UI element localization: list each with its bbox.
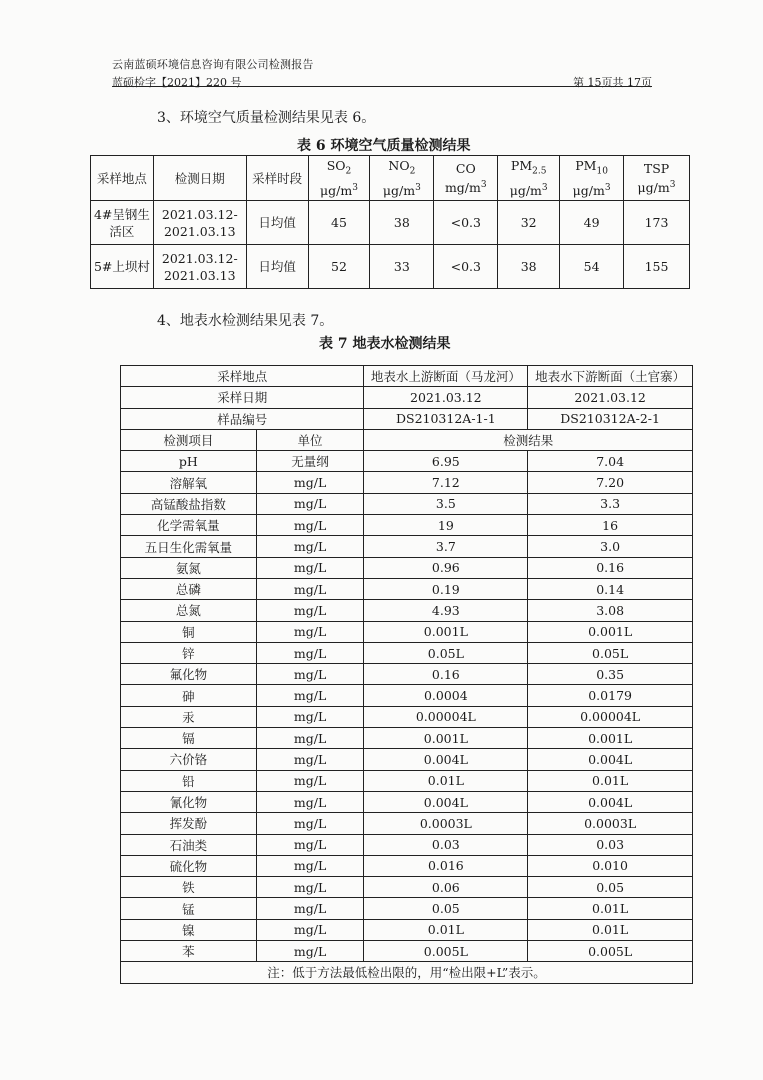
- cell-item: 化学需氧量: [121, 515, 257, 536]
- cell-downstream-value: 0.16: [528, 557, 693, 578]
- table-row: [121, 728, 693, 749]
- cell-unit: mg/L: [256, 770, 364, 791]
- table-row: [121, 621, 693, 642]
- table7-header-row: [121, 429, 693, 450]
- cell-upstream-value: 7.12: [364, 472, 528, 493]
- cell-upstream-value: 0.00004L: [364, 706, 528, 727]
- table-note: 注：低于方法最低检出限的，用“检出限+L”表示。: [121, 962, 693, 983]
- header-co: CO $mg/m^3$: [434, 156, 498, 201]
- cell-upstream-value: 0.16: [364, 664, 528, 685]
- site-downstream: 地表水下游断面（土官寨）: [528, 366, 693, 387]
- cell-upstream-value: 0.004L: [364, 749, 528, 770]
- date-label: 采样日期: [121, 387, 364, 408]
- cell-unit: mg/L: [256, 919, 364, 940]
- table-row: [121, 515, 693, 536]
- cell-date: 2021.03.12-2021.03.13: [153, 245, 246, 289]
- page-header: [112, 56, 652, 90]
- table7-site-row: [121, 366, 693, 387]
- cell-period: 日均值: [246, 201, 308, 245]
- cell-unit: mg/L: [256, 728, 364, 749]
- cell-downstream-value: 0.0003L: [528, 813, 693, 834]
- cell-site: 4#呈钢生活区: [91, 201, 154, 245]
- table-row: [121, 855, 693, 876]
- cell-item: 总磷: [121, 578, 257, 599]
- cell-unit: mg/L: [256, 578, 364, 599]
- cell-upstream-value: 0.03: [364, 834, 528, 855]
- cell-item: 高锰酸盐指数: [121, 493, 257, 514]
- cell-downstream-value: 0.001L: [528, 621, 693, 642]
- cell-downstream-value: 7.20: [528, 472, 693, 493]
- cell-pm25: 38: [498, 245, 560, 289]
- cell-downstream-value: 0.35: [528, 664, 693, 685]
- cell-unit: mg/L: [256, 493, 364, 514]
- cell-upstream-value: 0.05: [364, 898, 528, 919]
- header-tsp: TSP $\mu g/m^3$: [624, 156, 690, 201]
- cell-item: 砷: [121, 685, 257, 706]
- page-number: 第 15页共 17页: [573, 76, 652, 89]
- paragraph-air: 3、环境空气质量检测结果见表 6。: [157, 110, 376, 126]
- sample-upstream: DS210312A-1-1: [364, 408, 528, 429]
- cell-downstream-value: 0.001L: [528, 728, 693, 749]
- table7-caption: 表 7 地表水检测结果: [319, 336, 451, 352]
- cell-item: 铜: [121, 621, 257, 642]
- cell-period: 日均值: [246, 245, 308, 289]
- cell-upstream-value: 0.005L: [364, 941, 528, 962]
- cell-upstream-value: 0.001L: [364, 728, 528, 749]
- surface-water-table: [120, 365, 693, 984]
- cell-downstream-value: 0.01L: [528, 770, 693, 791]
- document-number: 蓝硕检字【2021】220 号: [112, 76, 242, 89]
- cell-upstream-value: 0.004L: [364, 791, 528, 812]
- table-row: [91, 245, 690, 289]
- table6-header-row: [91, 156, 690, 201]
- cell-upstream-value: 19: [364, 515, 528, 536]
- cell-unit: mg/L: [256, 472, 364, 493]
- cell-item: 六价铬: [121, 749, 257, 770]
- cell-downstream-value: 3.0: [528, 536, 693, 557]
- table-row: [121, 813, 693, 834]
- cell-unit: 无量纲: [256, 451, 364, 472]
- cell-item: 氨氮: [121, 557, 257, 578]
- cell-site: 5#上坝村: [91, 245, 154, 289]
- cell-item: 总氮: [121, 600, 257, 621]
- cell-item: 溶解氧: [121, 472, 257, 493]
- header-pm10: $PM_{10}$ $\mu g/m^3$: [560, 156, 624, 201]
- header-date: 检测日期: [153, 156, 246, 201]
- cell-downstream-value: 0.05L: [528, 642, 693, 663]
- date-upstream: 2021.03.12: [364, 387, 528, 408]
- table-row: [121, 770, 693, 791]
- item-label: 检测项目: [121, 429, 257, 450]
- cell-item: 锌: [121, 642, 257, 663]
- cell-co: <0.3: [434, 201, 498, 245]
- cell-unit: mg/L: [256, 706, 364, 727]
- cell-upstream-value: 0.05L: [364, 642, 528, 663]
- cell-upstream-value: 0.96: [364, 557, 528, 578]
- table-row: [121, 941, 693, 962]
- cell-downstream-value: 0.004L: [528, 791, 693, 812]
- site-label: 采样地点: [121, 366, 364, 387]
- table-row: [121, 685, 693, 706]
- table-row: [91, 201, 690, 245]
- cell-upstream-value: 0.01L: [364, 919, 528, 940]
- table-row: [121, 706, 693, 727]
- cell-unit: mg/L: [256, 898, 364, 919]
- cell-upstream-value: 0.19: [364, 578, 528, 599]
- table-row: [121, 472, 693, 493]
- cell-item: 铅: [121, 770, 257, 791]
- table-row: [121, 642, 693, 663]
- table-row: [121, 791, 693, 812]
- header-so2: $SO_2$ $\mu g/m^3$: [308, 156, 370, 201]
- cell-unit: mg/L: [256, 515, 364, 536]
- cell-upstream-value: 0.01L: [364, 770, 528, 791]
- cell-downstream-value: 0.03: [528, 834, 693, 855]
- site-upstream: 地表水上游断面（马龙河）: [364, 366, 528, 387]
- cell-downstream-value: 0.005L: [528, 941, 693, 962]
- cell-pm10: 54: [560, 245, 624, 289]
- cell-item: 石油类: [121, 834, 257, 855]
- cell-unit: mg/L: [256, 621, 364, 642]
- table6-caption: 表 6 环境空气质量检测结果: [297, 138, 471, 154]
- table-row: [121, 557, 693, 578]
- cell-item: 氟化物: [121, 664, 257, 685]
- table7-date-row: [121, 387, 693, 408]
- table-row: [121, 749, 693, 770]
- sample-downstream: DS210312A-2-1: [528, 408, 693, 429]
- cell-co: <0.3: [434, 245, 498, 289]
- cell-upstream-value: 0.001L: [364, 621, 528, 642]
- cell-upstream-value: 3.7: [364, 536, 528, 557]
- cell-downstream-value: 7.04: [528, 451, 693, 472]
- cell-unit: mg/L: [256, 749, 364, 770]
- company-name: 云南蓝硕环境信息咨询有限公司检测报告: [112, 58, 314, 71]
- table-row: [121, 834, 693, 855]
- header-pm25: $PM_{2.5}$ $\mu g/m^3$: [498, 156, 560, 201]
- cell-unit: mg/L: [256, 600, 364, 621]
- result-label: 检测结果: [364, 429, 693, 450]
- cell-downstream-value: 0.010: [528, 855, 693, 876]
- cell-unit: mg/L: [256, 685, 364, 706]
- cell-upstream-value: 3.5: [364, 493, 528, 514]
- cell-unit: mg/L: [256, 664, 364, 685]
- cell-downstream-value: 0.14: [528, 578, 693, 599]
- table-row: [121, 898, 693, 919]
- cell-tsp: 173: [624, 201, 690, 245]
- header-rule: [112, 86, 652, 87]
- table-row: [121, 919, 693, 940]
- paragraph-water: 4、地表水检测结果见表 7。: [157, 313, 334, 329]
- cell-pm25: 32: [498, 201, 560, 245]
- sample-label: 样品编号: [121, 408, 364, 429]
- cell-unit: mg/L: [256, 877, 364, 898]
- cell-downstream-value: 0.05: [528, 877, 693, 898]
- table-row: [121, 578, 693, 599]
- table-row: [121, 877, 693, 898]
- cell-item: 氰化物: [121, 791, 257, 812]
- cell-item: 苯: [121, 941, 257, 962]
- cell-unit: mg/L: [256, 941, 364, 962]
- cell-unit: mg/L: [256, 834, 364, 855]
- cell-so2: 45: [308, 201, 370, 245]
- cell-item: 镉: [121, 728, 257, 749]
- unit-label: 单位: [256, 429, 364, 450]
- header-period: 采样时段: [246, 156, 308, 201]
- table7-sample-row: [121, 408, 693, 429]
- cell-unit: mg/L: [256, 813, 364, 834]
- cell-downstream-value: 0.0179: [528, 685, 693, 706]
- cell-upstream-value: 6.95: [364, 451, 528, 472]
- header-site: 采样地点: [91, 156, 154, 201]
- cell-unit: mg/L: [256, 557, 364, 578]
- cell-date: 2021.03.12-2021.03.13: [153, 201, 246, 245]
- cell-unit: mg/L: [256, 642, 364, 663]
- cell-item: pH: [121, 451, 257, 472]
- table7-note-row: [121, 962, 693, 983]
- cell-item: 挥发酚: [121, 813, 257, 834]
- table-row: [121, 451, 693, 472]
- date-downstream: 2021.03.12: [528, 387, 693, 408]
- cell-downstream-value: 0.01L: [528, 919, 693, 940]
- cell-downstream-value: 0.00004L: [528, 706, 693, 727]
- cell-so2: 52: [308, 245, 370, 289]
- cell-item: 五日生化需氧量: [121, 536, 257, 557]
- cell-upstream-value: 0.0004: [364, 685, 528, 706]
- air-quality-table: [90, 155, 690, 289]
- cell-upstream-value: 0.06: [364, 877, 528, 898]
- table-row: [121, 600, 693, 621]
- cell-item: 汞: [121, 706, 257, 727]
- cell-pm10: 49: [560, 201, 624, 245]
- cell-unit: mg/L: [256, 855, 364, 876]
- cell-unit: mg/L: [256, 536, 364, 557]
- header-no2: $NO_2$ $\mu g/m^3$: [370, 156, 434, 201]
- table-row: [121, 493, 693, 514]
- cell-downstream-value: 3.08: [528, 600, 693, 621]
- cell-downstream-value: 0.004L: [528, 749, 693, 770]
- cell-downstream-value: 0.01L: [528, 898, 693, 919]
- cell-unit: mg/L: [256, 791, 364, 812]
- cell-upstream-value: 0.0003L: [364, 813, 528, 834]
- cell-upstream-value: 0.016: [364, 855, 528, 876]
- cell-item: 硫化物: [121, 855, 257, 876]
- cell-downstream-value: 3.3: [528, 493, 693, 514]
- table-row: [121, 536, 693, 557]
- cell-tsp: 155: [624, 245, 690, 289]
- cell-upstream-value: 4.93: [364, 600, 528, 621]
- cell-no2: 33: [370, 245, 434, 289]
- cell-downstream-value: 16: [528, 515, 693, 536]
- cell-item: 铁: [121, 877, 257, 898]
- table-row: [121, 664, 693, 685]
- cell-item: 锰: [121, 898, 257, 919]
- cell-no2: 38: [370, 201, 434, 245]
- cell-item: 镍: [121, 919, 257, 940]
